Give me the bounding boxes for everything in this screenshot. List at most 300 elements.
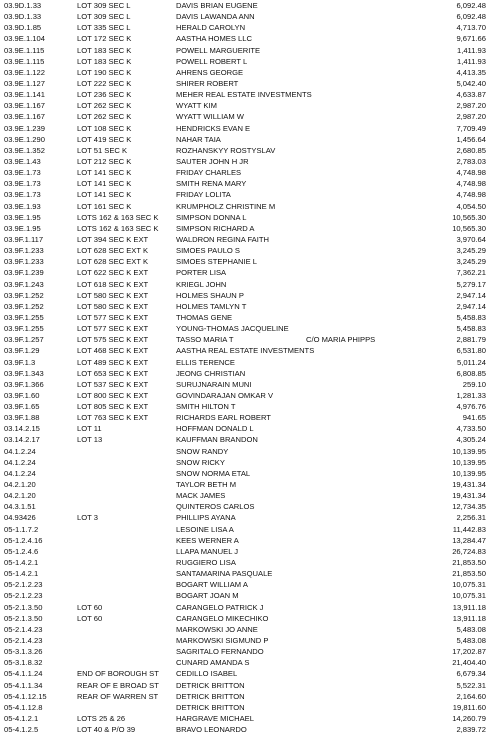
amount-cell: 2,164.60: [456, 691, 486, 701]
owner-cell: CARANGELO PATRICK J: [176, 602, 264, 612]
table-row: [0, 290, 488, 301]
table-row: [0, 223, 488, 234]
amount-cell: 4,748.98: [456, 168, 486, 178]
block-cell: 05-4.1.12.15: [4, 691, 47, 701]
amount-cell: 6,808.85: [456, 368, 486, 378]
block-cell: 03.9F.1.233: [4, 257, 44, 267]
owner-cell: HENDRICKS EVAN E: [176, 123, 251, 133]
table-row: [0, 89, 488, 100]
block-cell: 03.9F.1.60: [4, 390, 40, 400]
owner-cell: SIMOES STEPHANIE L: [176, 257, 258, 267]
table-row: [0, 145, 488, 156]
amount-cell: 7,362.21: [456, 268, 486, 278]
amount-cell: 5,011.24: [457, 357, 486, 367]
lot-cell: LOT 60: [77, 613, 103, 623]
amount-cell: 3,245.29: [456, 257, 486, 267]
block-cell: 03.9F.1.3: [4, 357, 36, 367]
lot-cell: LOT 419 SEC K: [77, 134, 132, 144]
amount-cell: 259.10: [462, 379, 486, 389]
owner-cell: KRUMPHOLZ CHRISTINE M: [176, 201, 276, 211]
table-row: [0, 613, 488, 624]
table-row: [0, 590, 488, 601]
block-cell: 05-4.1.2.5: [4, 725, 39, 735]
owner-cell: POWELL MARGUERITE: [176, 45, 261, 55]
amount-cell: 4,713.70: [456, 23, 486, 33]
table-row: [0, 301, 488, 312]
block-cell: 03.9E.1.115: [4, 45, 45, 55]
table-row: [0, 412, 488, 423]
block-cell: 03.9E.1.73: [4, 190, 41, 200]
block-cell: 03.9F.1.243: [4, 279, 44, 289]
table-row: [0, 212, 488, 223]
lot-cell: LOT 236 SEC K: [77, 90, 132, 100]
block-cell: 03.9E.1.127: [4, 78, 45, 88]
amount-cell: 21,404.40: [452, 658, 486, 668]
owner-cell: SANTAMARINA PASQUALE: [176, 569, 273, 579]
lot-cell: LOT 309 SEC L: [77, 12, 131, 22]
lot-cell: LOT 628 SEC EXT K: [77, 257, 149, 267]
table-row: [0, 524, 488, 535]
block-cell: 03.9F.1.255: [4, 324, 44, 334]
amount-cell: 19,811.60: [452, 702, 486, 712]
owner-cell: POWELL ROBERT L: [176, 56, 248, 66]
owner-cell: AASTHA REAL ESTATE INVESTMENTS: [176, 346, 315, 356]
amount-cell: 4,976.76: [456, 402, 486, 412]
table-row: [0, 680, 488, 691]
table-row: [0, 234, 488, 245]
table-row: [0, 490, 488, 501]
block-cell: 03.9F.1.233: [4, 246, 44, 256]
block-cell: 03.9F.1.252: [4, 301, 44, 311]
table-row: [0, 56, 488, 67]
owner-cell: SIMPSON RICHARD A: [176, 223, 255, 233]
lot-cell: LOT 394 SEC K EXT: [77, 234, 149, 244]
lot-cell: LOT 13: [77, 435, 103, 445]
amount-cell: 19,431.34: [452, 480, 486, 490]
amount-cell: 5,483.08: [456, 636, 486, 646]
amount-cell: 13,284.47: [452, 535, 486, 545]
lot-cell: LOTS 162 & 163 SEC K: [77, 223, 159, 233]
block-cell: 05-2.1.4.23: [4, 636, 43, 646]
lot-cell: LOT 537 SEC K EXT: [77, 379, 149, 389]
amount-cell: 5,458.83: [456, 312, 486, 322]
block-cell: 03.9F.1.88: [4, 413, 40, 423]
amount-cell: 2,839.72: [456, 725, 486, 735]
lot-cell: LOT 262 SEC K: [77, 101, 132, 111]
owner-cell: FRIDAY LOLITA: [176, 190, 231, 200]
table-row: [0, 446, 488, 457]
block-cell: 03.9F.1.257: [4, 335, 44, 345]
amount-cell: 21,853.50: [452, 558, 486, 568]
amount-cell: 2,987.20: [456, 112, 486, 122]
owner-cell: ELLIS TERENCE: [176, 357, 235, 367]
table-row: [0, 468, 488, 479]
table-row: [0, 167, 488, 178]
block-cell: 05-4.1.2.1: [4, 714, 39, 723]
amount-cell: 1,281.33: [456, 390, 486, 400]
owner-cell: CUNARD AMANDA S: [176, 658, 250, 668]
lot-cell: LOT 40 & P/O 39: [77, 725, 136, 735]
amount-cell: 2,947.14: [456, 301, 486, 311]
table-row: [0, 0, 488, 11]
owner-cell: FRIDAY CHARLES: [176, 168, 242, 178]
owner-cell: SNOW RICKY: [176, 457, 225, 467]
block-cell: 03.9F.1.252: [4, 290, 44, 300]
owner-cell: HOLMES SHAUN P: [176, 290, 244, 300]
owner-cell: TASSO MARIA T: [176, 335, 234, 345]
block-cell: 05-3.1.8.32: [4, 658, 43, 668]
lot-cell: LOT 190 SEC K: [77, 67, 132, 77]
amount-cell: 10,565.30: [452, 212, 486, 222]
block-cell: 05-2.1.3.50: [4, 602, 43, 612]
table-row: [0, 123, 488, 134]
lot-cell: LOT 580 SEC K EXT: [77, 290, 149, 300]
block-cell: 03.9E.1.93: [4, 201, 41, 211]
amount-cell: 941.65: [462, 413, 486, 423]
amount-cell: 10,139.95: [452, 468, 486, 478]
owner-cell: MARKOWSKI SIGMUND P: [176, 636, 269, 646]
table-row: [0, 323, 488, 334]
owner-cell: MEHER REAL ESTATE INVESTMENTS: [176, 90, 312, 100]
block-cell: 03.9E.1.95: [4, 212, 41, 222]
table-row: [0, 691, 488, 702]
block-cell: 04.2.1.20: [4, 491, 36, 501]
owner-cell: SNOW NORMA ETAL: [176, 468, 251, 478]
amount-cell: 2,680.85: [456, 145, 486, 155]
block-cell: 05-2.1.2.23: [4, 591, 43, 601]
block-cell: 05-4.1.12.8: [4, 702, 43, 712]
lot-cell: LOT 575 SEC K EXT: [77, 335, 149, 345]
owner-cell: YOUNG-THOMAS JACQUELINE: [176, 324, 289, 334]
block-cell: 05-4.1.1.24: [4, 669, 43, 679]
amount-cell: 19,431.34: [452, 491, 486, 501]
block-cell: 03.9E.1.167: [4, 101, 45, 111]
amount-cell: 1,456.64: [456, 134, 486, 144]
block-cell: 03.9E.1.104: [4, 34, 45, 44]
lot-cell: LOT 172 SEC K: [77, 34, 132, 44]
owner-cell: SMITH HILTON T: [176, 402, 236, 412]
table-row: [0, 78, 488, 89]
lot-cell: LOT 618 SEC K EXT: [77, 279, 149, 289]
table-row: [0, 602, 488, 613]
amount-cell: 13,911.18: [452, 613, 486, 623]
amount-cell: 9,671.66: [456, 34, 486, 44]
block-cell: 03.9F.1.117: [4, 234, 44, 244]
owner-cell: DETRICK BRITTON: [176, 691, 245, 701]
lot-cell: LOT 60: [77, 602, 103, 612]
lot-cell: LOT 262 SEC K: [77, 112, 132, 122]
lot-cell: LOT 141 SEC K: [77, 190, 132, 200]
lot-cell: LOT 222 SEC K: [77, 78, 132, 88]
amount-cell: 7,709.49: [456, 123, 486, 133]
table-row: [0, 245, 488, 256]
block-cell: 03.9E.1.141: [4, 90, 45, 100]
table-row: [0, 624, 488, 635]
block-cell: 04.2.1.20: [4, 480, 36, 490]
owner-cell: AHRENS GEORGE: [176, 67, 244, 77]
owner-cell: NAHAR TAIA: [176, 134, 221, 144]
owner-cell: WALDRON REGINA FAITH: [176, 234, 269, 244]
owner-cell: QUINTEROS CARLOS: [176, 502, 255, 512]
table-row: [0, 668, 488, 679]
block-cell: 05-4.1.1.34: [4, 680, 43, 690]
block-cell: 05-1.2.4.6: [4, 546, 39, 556]
care-of-cell: C/O MARIA PHIPPS: [306, 335, 376, 345]
block-cell: 05-1.2.4.16: [4, 535, 43, 545]
owner-cell: SURUJNARAIN MUNI: [176, 379, 252, 389]
owner-cell: KRIEGL JOHN: [176, 279, 227, 289]
block-cell: 04.1.2.24: [4, 468, 36, 478]
lot-cell: REAR OF E BROAD ST: [77, 680, 159, 690]
owner-cell: DAVIS BRIAN EUGENE: [176, 1, 258, 10]
block-cell: 03.14.2.17: [4, 435, 40, 445]
table-row: [0, 557, 488, 568]
block-cell: 04.93426: [4, 513, 36, 523]
amount-cell: 4,633.87: [456, 90, 486, 100]
owner-cell: RICHARDS EARL ROBERT: [176, 413, 271, 423]
block-cell: 04.3.1.51: [4, 502, 36, 512]
owner-cell: SNOW RANDY: [176, 446, 229, 456]
lot-cell: LOT 763 SEC K EXT: [77, 413, 149, 423]
amount-cell: 5,458.83: [456, 324, 486, 334]
amount-cell: 5,522.31: [456, 680, 486, 690]
amount-cell: 1,411.93: [457, 45, 486, 55]
owner-cell: MACK JAMES: [176, 491, 226, 501]
owner-cell: RUGGIERO LISA: [176, 558, 236, 568]
amount-cell: 13,911.18: [452, 602, 486, 612]
owner-cell: BOGART JOAN M: [176, 591, 239, 601]
table-row: [0, 334, 488, 345]
owner-cell: WYATT KIM: [176, 101, 217, 111]
table-row: [0, 22, 488, 33]
amount-cell: 4,748.98: [456, 179, 486, 189]
lot-cell: LOT 11: [77, 424, 102, 434]
owner-cell: SAUTER JOHN H JR: [176, 156, 249, 166]
lot-cell: LOT 577 SEC K EXT: [77, 312, 149, 322]
owner-cell: HOLMES TAMLYN T: [176, 301, 247, 311]
block-cell: 03.14.2.15: [4, 424, 40, 434]
table-row: [0, 702, 488, 713]
block-cell: 03.9E.1.95: [4, 223, 41, 233]
table-row: [0, 479, 488, 490]
amount-cell: 2,783.03: [456, 156, 486, 166]
amount-cell: 12,734.35: [452, 502, 486, 512]
owner-cell: DETRICK BRITTON: [176, 702, 245, 712]
owner-cell: SHIRER ROBERT: [176, 78, 239, 88]
table-row: [0, 134, 488, 145]
lot-cell: LOT 108 SEC K: [77, 123, 132, 133]
amount-cell: 5,279.17: [456, 279, 486, 289]
owner-cell: SMITH RENA MARY: [176, 179, 247, 189]
amount-cell: 10,139.95: [452, 457, 486, 467]
amount-cell: 4,748.98: [456, 190, 486, 200]
block-cell: 04.1.2.24: [4, 446, 36, 456]
table-row: [0, 390, 488, 401]
table-row: [0, 434, 488, 445]
amount-cell: 17,202.87: [452, 647, 486, 657]
table-row: [0, 357, 488, 368]
block-cell: 05-2.1.4.23: [4, 624, 43, 634]
owner-cell: BRAVO LEONARDO: [176, 725, 247, 735]
lot-cell: LOT 653 SEC K EXT: [77, 368, 149, 378]
block-cell: 03.9D.1.33: [4, 12, 42, 22]
owner-cell: JEONG CHRISTIAN: [176, 368, 246, 378]
amount-cell: 3,970.64: [456, 234, 486, 244]
block-cell: 05-2.1.3.50: [4, 613, 43, 623]
table-row: [0, 512, 488, 523]
table-row: [0, 111, 488, 122]
block-cell: 03.9D.1.33: [4, 1, 42, 10]
owner-cell: BOGART WILLIAM A: [176, 580, 248, 590]
block-cell: 04.1.2.24: [4, 457, 36, 467]
table-row: [0, 657, 488, 668]
lot-cell: LOTS 25 & 26: [77, 714, 126, 723]
amount-cell: 4,054.50: [456, 201, 486, 211]
table-row: [0, 67, 488, 78]
amount-cell: 5,042.40: [456, 78, 486, 88]
table-row: [0, 401, 488, 412]
amount-cell: 14,260.79: [452, 714, 486, 723]
amount-cell: 2,987.20: [456, 101, 486, 111]
block-cell: 03.9F.1.239: [4, 268, 44, 278]
block-cell: 03.9F.1.29: [4, 346, 40, 356]
owner-cell: HERALD CAROLYN: [176, 23, 246, 33]
amount-cell: 2,947.14: [456, 290, 486, 300]
owner-cell: DETRICK BRITTON: [176, 680, 245, 690]
owner-cell: KAUFFMAN BRANDON: [176, 435, 258, 445]
owner-cell: CARANGELO MIKECHIKO: [176, 613, 269, 623]
owner-cell: PORTER LISA: [176, 268, 227, 278]
table-row: [0, 535, 488, 546]
owner-cell: TAYLOR BETH M: [176, 480, 237, 490]
table-row: [0, 457, 488, 468]
block-cell: 03.9E.1.290: [4, 134, 45, 144]
amount-cell: 4,413.35: [456, 67, 486, 77]
block-cell: 05-1.4.2.1: [4, 558, 39, 568]
lot-cell: LOT 800 SEC K EXT: [77, 390, 149, 400]
lot-cell: LOT 141 SEC K: [77, 168, 132, 178]
block-cell: 05-1.4.2.1: [4, 569, 39, 579]
owner-cell: WYATT WILLIAM W: [176, 112, 244, 122]
owner-cell: SAGRITALO FERNANDO: [176, 647, 264, 657]
block-cell: 03.9F.1.366: [4, 379, 44, 389]
table-row: [0, 635, 488, 646]
block-cell: 03.9F.1.343: [4, 368, 44, 378]
lot-cell: LOT 805 SEC K EXT: [77, 402, 149, 412]
table-row: [0, 178, 488, 189]
lot-cell: LOT 183 SEC K: [77, 45, 132, 55]
table-row: [0, 267, 488, 278]
amount-cell: 6,531.80: [456, 346, 486, 356]
owner-cell: CEDILLO ISABEL: [176, 669, 238, 679]
lot-cell: REAR OF WARREN ST: [77, 691, 159, 701]
table-row: [0, 423, 488, 434]
lot-cell: LOT 309 SEC L: [77, 1, 131, 10]
lot-cell: LOT 468 SEC K EXT: [77, 346, 149, 356]
block-cell: 05-2.1.2.23: [4, 580, 43, 590]
owner-cell: LLAPA MANUEL J: [176, 546, 239, 556]
table-row: [0, 312, 488, 323]
table-row: [0, 546, 488, 557]
block-cell: 03.9E.1.43: [4, 156, 41, 166]
owner-cell: KEES WERNER A: [176, 535, 239, 545]
lot-cell: LOT 580 SEC K EXT: [77, 301, 149, 311]
block-cell: 03.9E.1.122: [4, 67, 45, 77]
owner-cell: AASTHA HOMES LLC: [176, 34, 252, 44]
lot-cell: LOT 141 SEC K: [77, 179, 132, 189]
block-cell: 03.9E.1.115: [4, 56, 45, 66]
amount-cell: 6,092.48: [456, 12, 486, 22]
block-cell: 03.9F.1.65: [4, 402, 40, 412]
lot-cell: LOT 51 SEC K: [77, 145, 128, 155]
block-cell: 03.9E.1.73: [4, 179, 41, 189]
lot-cell: LOT 628 SEC EXT K: [77, 246, 149, 256]
table-row: [0, 724, 488, 735]
owner-cell: THOMAS GENE: [176, 312, 233, 322]
amount-cell: 5,483.08: [456, 624, 486, 634]
table-row: [0, 579, 488, 590]
lot-cell: LOTS 162 & 163 SEC K: [77, 212, 159, 222]
owner-cell: ROZHANSKYY ROSTYSLAV: [176, 145, 276, 155]
amount-cell: 10,139.95: [452, 446, 486, 456]
owner-cell: HARGRAVE MICHAEL: [176, 714, 254, 723]
table-row: [0, 189, 488, 200]
lot-cell: LOT 212 SEC K: [77, 156, 132, 166]
owner-cell: GOVINDARAJAN OMKAR V: [176, 390, 274, 400]
block-cell: 05-3.1.3.26: [4, 647, 43, 657]
table-row: [0, 256, 488, 267]
table-row: [0, 45, 488, 56]
table-row: [0, 279, 488, 290]
lot-cell: LOT 335 SEC L: [77, 23, 131, 33]
table-row: [0, 33, 488, 44]
table-row: [0, 568, 488, 579]
owner-cell: SIMPSON DONNA L: [176, 212, 247, 222]
block-cell: 03.9D.1.85: [4, 23, 42, 33]
owner-cell: HOFFMAN DONALD L: [176, 424, 254, 434]
amount-cell: 4,733.50: [456, 424, 486, 434]
amount-cell: 11,442.83: [452, 524, 486, 534]
amount-cell: 4,305.24: [456, 435, 486, 445]
block-cell: 03.9E.1.239: [4, 123, 45, 133]
owner-cell: DAVIS LAWANDA ANN: [176, 12, 255, 22]
lot-cell: END OF BOROUGH ST: [77, 669, 159, 679]
lot-cell: LOT 3: [77, 513, 98, 523]
owner-cell: SIMOES PAULO S: [176, 246, 241, 256]
table-row: [0, 345, 488, 356]
block-cell: 03.9E.1.352: [4, 145, 45, 155]
amount-cell: 10,075.31: [452, 580, 486, 590]
amount-cell: 10,075.31: [452, 591, 486, 601]
block-cell: 03.9E.1.167: [4, 112, 45, 122]
amount-cell: 6,092.48: [456, 1, 486, 10]
table-row: [0, 201, 488, 212]
amount-cell: 3,245.29: [456, 246, 486, 256]
block-cell: 03.9F.1.255: [4, 312, 44, 322]
table-row: [0, 713, 488, 724]
amount-cell: 6,679.34: [456, 669, 486, 679]
lot-cell: LOT 183 SEC K: [77, 56, 132, 66]
owner-cell: PHILLIPS AYANA: [176, 513, 236, 523]
lot-cell: LOT 622 SEC K EXT: [77, 268, 149, 278]
amount-cell: 2,256.31: [456, 513, 486, 523]
table-row: [0, 646, 488, 657]
amount-cell: 10,565.30: [452, 223, 486, 233]
owner-cell: MARKOWSKI JO ANNE: [176, 624, 258, 634]
table-row: [0, 156, 488, 167]
block-cell: 03.9E.1.73: [4, 168, 41, 178]
amount-cell: 1,411.93: [457, 56, 486, 66]
